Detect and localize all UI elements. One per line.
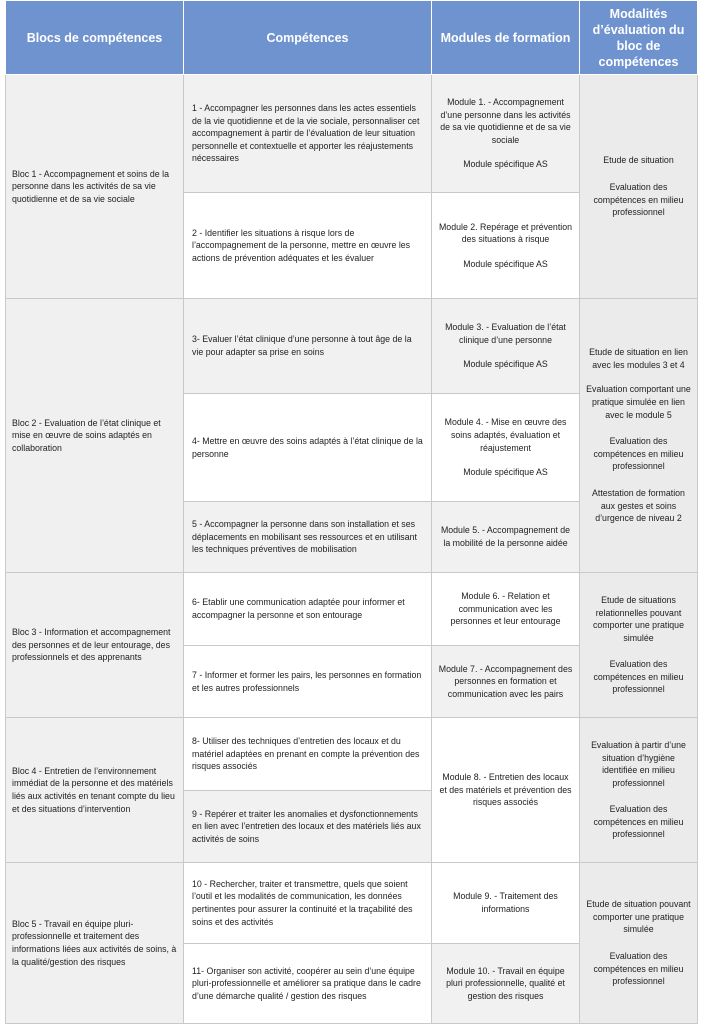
module-cell <box>432 718 580 863</box>
module-title: Module 1. - Accompagnement d’une personne dans les activités de sa vie quotidienne et de sa vie sociale <box>440 97 571 145</box>
module-cell <box>432 944 580 1024</box>
evaluation-item: Evaluation des compétences en milieu professionnel <box>593 804 684 840</box>
competence-cell: 7 - Informer et former les pairs, les personnes en formation et les autres professionnels <box>184 646 432 718</box>
header-competences: Compétences <box>184 1 432 75</box>
module-title: Module 7. - Accompagnement des personnes en formation et communication avec les pairs <box>438 663 573 699</box>
evaluation-item: Attestation de formation aux gestes et soins d’urgence de niveau 2 <box>592 487 685 524</box>
module-cell <box>432 75 580 193</box>
bloc-cell: Bloc 2 - Evaluation de l’état clinique et mise en œuvre de soins adaptés en collaboration <box>6 299 184 573</box>
evaluation-item: Evaluation des compétences en milieu professionnel <box>593 181 684 218</box>
evaluation-item: Evaluation à partir d’une situation d’hygiène identifiée en milieu professionnel <box>591 739 686 788</box>
competence-cell: 2 - Identifier les situations à risque lors de l’accompagnement de la personne, mettre en œuvre les actions de prévention adéquates et les évaluer <box>184 193 432 299</box>
competence-cell: 10 - Rechercher, traiter et transmettre, quels que soient l’outil et les modalités de communication, les données pertinentes pour assurer la continuité et la traçabilité des soins et des activités <box>184 863 432 944</box>
module-cell <box>432 394 580 502</box>
evaluation-item: Etude de situations relationnelles pouvant comporter une pratique simulée <box>593 594 684 643</box>
module-cell <box>432 646 580 718</box>
evaluation-item: Evaluation des compétences en milieu professionnel <box>593 659 684 695</box>
competence-cell: 4- Mettre en œuvre des soins adaptés à l’état clinique de la personne <box>184 394 432 502</box>
evaluation-item: Etude de situation en lien avec les modules 3 et 4 <box>589 347 688 370</box>
competence-cell: 9 - Repérer et traiter les anomalies et dysfonctionnements en lien avec l’entretien des locaux et des matériels liés aux activités de soins <box>184 791 432 863</box>
evaluation-item: Etude de situation <box>603 155 674 166</box>
header-modalites: Modalités d’évaluation du bloc de compétences <box>580 1 698 75</box>
module-title: Module 4. - Mise en œuvre des soins adaptés, évaluation et réajustement <box>444 417 567 453</box>
module-title: Module 8. - Entretien des locaux et des matériels et prévention des risques associés <box>439 772 572 808</box>
module-note: Module spécifique AS <box>463 159 548 170</box>
competency-table <box>5 0 698 1024</box>
evaluation-item: Evaluation des compétences en milieu professionnel <box>593 436 684 472</box>
evaluation-cell <box>580 863 698 1024</box>
bloc-cell: Bloc 4 - Entretien de l’environnement immédiat de la personne et des matériels liés aux activités en tenant compte du lieu et des situations d’intervention <box>6 718 184 863</box>
bloc-cell: Bloc 1 - Accompagnement et soins de la personne dans les activités de sa vie quotidienne et de sa vie sociale <box>6 75 184 299</box>
module-note: Module spécifique AS <box>463 467 548 478</box>
module-title: Module 9. - Traitement des informations <box>453 891 558 914</box>
header-blocs: Blocs de compétences <box>6 1 184 75</box>
evaluation-item: Evaluation comportant une pratique simulée en lien avec le module 5 <box>586 384 691 420</box>
module-title: Module 3. - Evaluation de l’état clinique d’une personne <box>445 322 566 345</box>
module-cell <box>432 299 580 394</box>
competence-cell: 5 - Accompagner la personne dans son installation et ses déplacements en mobilisant ses ressources et en utilisant les techniques préventives de mobilisation <box>184 502 432 573</box>
module-note: Module spécifique AS <box>463 258 548 269</box>
table-row <box>6 863 698 944</box>
header-row <box>6 1 698 75</box>
evaluation-item: Evaluation des compétences en milieu professionnel <box>593 951 684 987</box>
module-cell <box>432 863 580 944</box>
competence-cell: 8- Utiliser des techniques d’entretien des locaux et du matériel adaptées en prenant en compte la prévention des risques associés <box>184 718 432 791</box>
module-note: Module spécifique AS <box>463 359 548 370</box>
evaluation-cell <box>580 299 698 573</box>
evaluation-item: Etude de situation pouvant comporter une pratique simulée <box>586 899 691 935</box>
bloc-cell: Bloc 3 - Information et accompagnement des personnes et de leur entourage, des professionnels et des apprenants <box>6 573 184 718</box>
competence-cell: 3- Evaluer l’état clinique d’une personne à tout âge de la vie pour adapter sa prise en soins <box>184 299 432 394</box>
competence-cell: 11- Organiser son activité, coopérer au sein d’une équipe pluri-professionnelle et améliorer sa pratique dans le cadre d’une démarche qualité / gestion des risques <box>184 944 432 1024</box>
bloc-cell: Bloc 5 - Travail en équipe pluri-professionnelle et traitement des informations liées aux activités de soins, à la qualité/gestion des risques <box>6 863 184 1024</box>
module-title: Module 10. - Travail en équipe pluri professionnelle, qualité et gestion des risques <box>446 965 565 1001</box>
module-cell <box>432 193 580 299</box>
evaluation-cell <box>580 718 698 863</box>
competence-cell: 1 - Accompagner les personnes dans les actes essentiels de la vie quotidienne et de la vie sociale, personnaliser cet accompagnement à partir de l’évaluation de leur situation personnelle et contextuelle et apporter les réajustements nécessaires <box>184 75 432 193</box>
header-modules: Modules de formation <box>432 1 580 75</box>
table-row <box>6 299 698 394</box>
competence-cell: 6- Etablir une communication adaptée pour informer et accompagner la personne et son entourage <box>184 573 432 646</box>
table-row <box>6 75 698 193</box>
module-title: Module 5. - Accompagnement de la mobilité de la personne aidée <box>440 525 571 548</box>
module-cell <box>432 573 580 646</box>
table-row <box>6 573 698 646</box>
table-row <box>6 718 698 791</box>
evaluation-cell <box>580 573 698 718</box>
module-title: Module 6. - Relation et communication avec les personnes et leur entourage <box>450 591 561 627</box>
module-cell <box>432 502 580 573</box>
evaluation-cell <box>580 75 698 299</box>
module-title: Module 2. Repérage et prévention des situations à risque <box>438 221 573 245</box>
